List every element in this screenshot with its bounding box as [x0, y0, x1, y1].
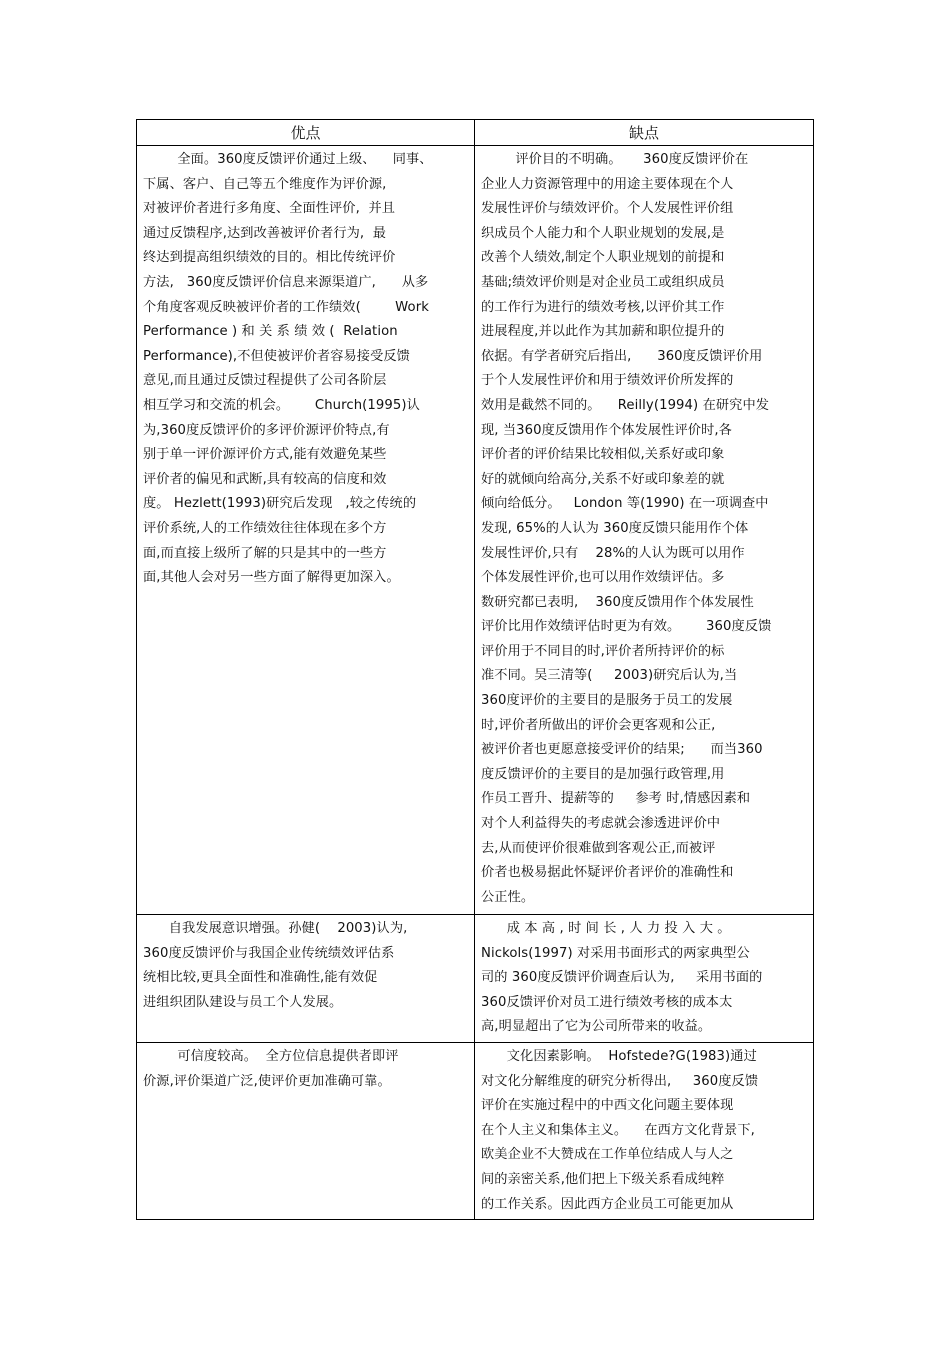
text-line: 文化因素影响。 Hofstede?G(1983)通过	[481, 1048, 757, 1064]
text-line: 对被评价者进行多角度、全面性评价, 并且	[143, 201, 396, 217]
cell-text	[475, 1043, 813, 1219]
text-line: 准不同。吴三清等( 2003)研究后认为,当	[481, 668, 738, 684]
text-line: Performance ) 和 关 系 绩 效 ( Relation	[143, 324, 398, 340]
text-line: 依据。有学者研究后指出, 360度反馈评价用	[481, 348, 763, 364]
text-line: 时,评价者所做出的评价会更客观和公正,	[481, 717, 716, 733]
cons-header: 缺点	[475, 120, 814, 146]
text-line: 企业人力资源管理中的用途主要体现在个人	[481, 176, 734, 192]
pros-cons-table	[136, 119, 814, 1220]
text-line: 成 本 高 , 时 间 长 , 人 力 投 入 大 。	[481, 921, 731, 936]
table-row	[137, 1042, 814, 1219]
text-line: 被评价者也更愿意接受评价的结果; 而当360	[481, 742, 763, 758]
cell-text	[137, 1043, 474, 1096]
text-line: 通过反馈程序,达到改善被评价者行为, 最	[143, 225, 387, 241]
text-line: 发现, 65%的人认为 360度反馈只能用作个体	[481, 520, 749, 536]
text-line: 高,明显超出了它为公司所带来的收益。	[481, 1019, 712, 1035]
text-line: 个角度客观反映被评价者的工作绩效( Work	[143, 299, 429, 315]
text-line: 个体发展性评价,也可以用作效绩评估。多	[481, 570, 725, 586]
cons-cell	[475, 1042, 814, 1219]
text-line: 司的 360度反馈评价调查后认为, 采用书面的	[481, 970, 763, 986]
text-line: 自我发展意识增强。孙健( 2003)认为,	[143, 921, 408, 936]
pros-header: 优点	[137, 120, 475, 146]
pros-cell	[137, 915, 475, 1043]
text-line: 评价目的不明确。 360度反馈评价在	[481, 152, 749, 167]
text-line: 下属、客户、自己等五个维度作为评价源,	[143, 176, 387, 192]
cell-text	[475, 915, 813, 1042]
text-line: 全面。360度反馈评价通过上级、 同事、	[143, 152, 433, 167]
cell-text	[137, 146, 474, 593]
table-row	[137, 915, 814, 1043]
text-line: 面,其他人会对另一些方面了解得更加深入。	[143, 570, 400, 586]
text-line: 360度评价的主要目的是服务于员工的发展	[481, 693, 733, 709]
text-line: 评价者的偏见和武断,具有较高的信度和效	[143, 471, 387, 487]
text-line: 面,而直接上级所了解的只是其中的一些方	[143, 545, 387, 561]
text-line: 效用是截然不同的。 Reilly(1994) 在研究中发	[481, 397, 770, 413]
text-line: 别于单一评价源评价方式,能有效避免某些	[143, 447, 387, 463]
pros-cell	[137, 1042, 475, 1219]
text-line: 价者也极易据此怀疑评价者评价的准确性和	[481, 865, 734, 881]
text-line: 的工作关系。因此西方企业员工可能更加从	[481, 1196, 734, 1212]
text-line: 对文化分解维度的研究分析得出, 360度反馈	[481, 1073, 759, 1089]
text-line: 在个人主义和集体主义。 在西方文化背景下,	[481, 1122, 755, 1138]
text-line: 倾向给低分。 London 等(1990) 在一项调查中	[481, 496, 769, 512]
text-line: 于个人发展性评价和用于绩效评价所发挥的	[481, 373, 734, 389]
header-row	[137, 120, 814, 146]
table-row	[137, 146, 814, 915]
text-line: 度反馈评价的主要目的是加强行政管理,用	[481, 766, 725, 782]
text-line: 现, 当360度反馈用作个体发展性评价时,各	[481, 422, 732, 438]
text-line: 评价比用作效绩评估时更为有效。 360度反馈	[481, 619, 772, 635]
text-line: 欧美企业不大赞成在工作单位结成人与人之	[481, 1147, 734, 1163]
text-line: 数研究都已表明, 360度反馈用作个体发展性	[481, 594, 754, 610]
text-line: 评价在实施过程中的中西文化问题主要体现	[481, 1098, 734, 1114]
text-line: 作员工晋升、提薪等的 参考 时,情感因素和	[481, 791, 751, 807]
text-line: 评价者的评价结果比较相似,关系好或印象	[481, 447, 725, 463]
text-line: 360反馈评价对员工进行绩效考核的成本太	[481, 994, 733, 1010]
text-line: 终达到提高组织绩效的目的。相比传统评价	[143, 250, 396, 266]
cell-text	[137, 915, 474, 1017]
text-line: 相互学习和交流的机会。 Church(1995)认	[143, 397, 420, 413]
cons-cell	[475, 915, 814, 1043]
cons-cell	[475, 146, 814, 915]
text-line: 发展性评价,只有 28%的人认为既可以用作	[481, 545, 745, 561]
text-line: 进展程度,并以此作为其加薪和职位提升的	[481, 324, 725, 340]
text-line: 评价系统,人的工作绩效往往体现在多个方	[143, 520, 387, 536]
text-line: 度。 Hezlett(1993)研究后发现 ,较之传统的	[143, 496, 417, 512]
text-line: 价源,评价渠道广泛,使评价更加准确可靠。	[143, 1073, 391, 1089]
text-line: 公正性。	[481, 889, 535, 905]
text-line: 360度反馈评价与我国企业传统绩效评估系	[143, 945, 395, 961]
text-line: 为,360度反馈评价的多评价源评价特点,有	[143, 422, 390, 438]
text-line: 统相比较,更具全面性和准确性,能有效促	[143, 970, 378, 986]
text-line: 好的就倾向给高分,关系不好或印象差的就	[481, 471, 725, 487]
text-line: 基础;绩效评价则是对企业员工或组织成员	[481, 274, 725, 290]
text-line: 发展性评价与绩效评价。个人发展性评价组	[481, 201, 734, 217]
text-line: Nickols(1997) 对采用书面形式的两家典型公	[481, 945, 750, 961]
text-line: 间的亲密关系,他们把上下级关系看成纯粹	[481, 1171, 725, 1187]
text-line: 方法, 360度反馈评价信息来源渠道广, 从多	[143, 274, 429, 290]
text-line: 的工作行为进行的绩效考核,以评价其工作	[481, 299, 725, 315]
text-line: 对个人利益得失的考虑就会渗透进评价中	[481, 816, 721, 832]
text-line: 织成员个人能力和个人职业规划的发展,是	[481, 225, 725, 241]
pros-cell	[137, 146, 475, 915]
text-line: 意见,而且通过反馈过程提供了公司各阶层	[143, 373, 387, 389]
text-line: 可信度较高。 全方位信息提供者即评	[143, 1048, 399, 1064]
text-line: 评价用于不同目的时,评价者所持评价的标	[481, 643, 725, 659]
text-line: Performance),不但使被评价者容易接受反馈	[143, 348, 410, 364]
cell-text	[475, 146, 813, 912]
text-line: 进组织团队建设与员工个人发展。	[143, 994, 343, 1010]
text-line: 改善个人绩效,制定个人职业规划的前提和	[481, 250, 725, 266]
text-line: 去,从而使评价很难做到客观公正,而被评	[481, 840, 716, 856]
